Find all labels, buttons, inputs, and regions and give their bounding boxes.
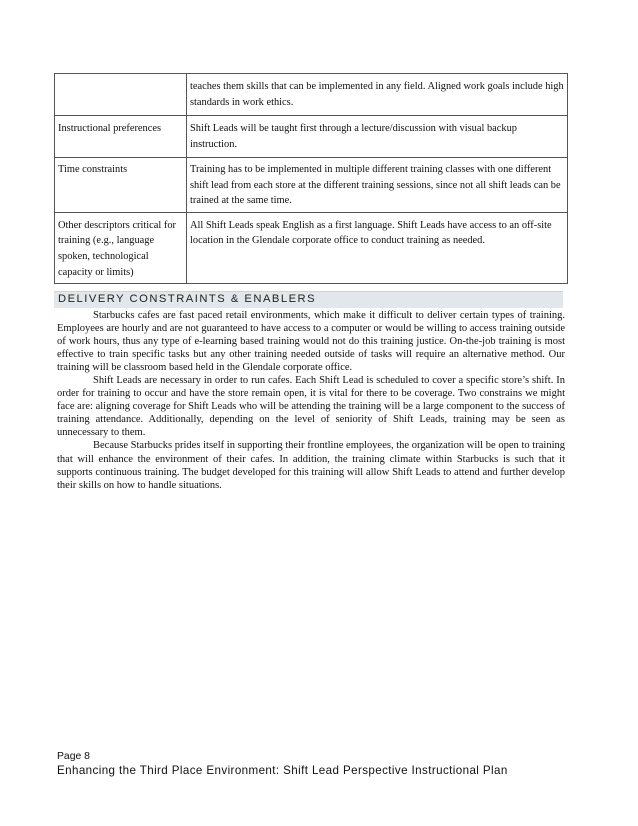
table-cell-label: Other descriptors critical for training (e.g., language spoken, technological capacity or limits) (55, 212, 187, 283)
training-descriptors-table (54, 73, 568, 284)
section-body (57, 309, 565, 492)
table-row (55, 116, 568, 158)
document-title: Enhancing the Third Place Environment: Shift Lead Perspective Instructional Plan (57, 764, 508, 777)
table-row (55, 158, 568, 213)
table-cell-value: All Shift Leads speak English as a first language. Shift Leads have access to an off-site location in the Glendale corporate office to conduct training as needed. (187, 212, 568, 283)
body-paragraph: Starbucks cafes are fast paced retail environments, which make it difficult to deliver certain types of training. Employees are hourly and are not guaranteed to have access to a computer or would be willing to access training outside of work hours, thus any type of e-learning based training would not do this training justice. On-the-job training is most effective to train specific tasks but any other training needed outside of tasks will require an alternative method. Our training will be classroom based held in the Glendale corporate office. (57, 310, 565, 374)
section-title: DELIVERY CONSTRAINTS & ENABLERS (58, 293, 317, 305)
body-paragraph: Shift Leads are necessary in order to run cafes. Each Shift Lead is scheduled to cover a specific store’s shift. In order for training to occur and have the store remain open, it is vital for there to be coverage. Two constrains we might face are: aligning coverage for Shift Leads who will be attending the training will be a large component to the success of training attendance. Additionally, depending on the level of seniority of Shift Leads, training may be seen as unnecessary to them. (57, 375, 565, 439)
page-number: Page 8 (57, 751, 90, 762)
table-row (55, 74, 568, 116)
table-cell-value: Shift Leads will be taught first through a lecture/discussion with visual backup instruction. (187, 116, 568, 158)
table-cell-value: teaches them skills that can be implemented in any field. Aligned work goals include high standards in work ethics. (187, 74, 568, 116)
body-paragraph: Because Starbucks prides itself in supporting their frontline employees, the organization will be open to training that will enhance the environment of their cafes. In addition, the training climate within Starbucks is such that it supports continuous training. The budget developed for this training will allow Shift Leads to attend and further develop their skills on how to handle situations. (57, 440, 565, 491)
section-heading-bar (54, 291, 563, 308)
table-cell-value: Training has to be implemented in multiple different training classes with one different shift lead from each store at the different training sessions, since not all shift leads can be trained at the same time. (187, 158, 568, 213)
table-row (55, 212, 568, 283)
page-footer (57, 750, 508, 778)
table-cell-label (55, 74, 187, 116)
table-cell-label: Instructional preferences (55, 116, 187, 158)
table-cell-label: Time constraints (55, 158, 187, 213)
